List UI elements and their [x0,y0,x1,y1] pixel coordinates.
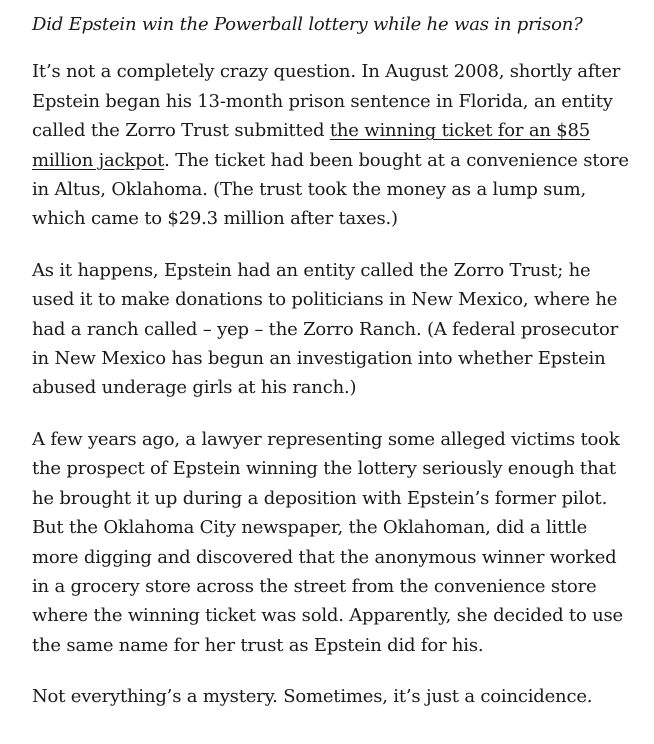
article-body [32,10,632,712]
paragraph-lottery-ticket [32,57,632,233]
paragraph-text-after-link: . The ticket had been bought at a convenience store in Altus, Oklahoma. (The trust took the money as a lump sum, which came to $29.3 million after taxes.) [32,149,629,230]
paragraph-text-before-link: It’s not a completely crazy question. In August 2008, shortly after Epstein began his 13-month prison sentence in Florida, an entity called the Zorro Trust submitted [32,61,621,142]
paragraph-zorro-trust: As it happens, Epstein had an entity called the Zorro Trust; he used it to make donations to politicians in New Mexico, where he had a ranch called – yep – the Zorro Ranch. (A federal prosecutor in New Mexico has begun an investigation into whether Epstein abused underage girls at his ranch.) [32,259,619,399]
paragraph-conclusion: Not everything’s a mystery. Sometimes, it’s just a coincidence. [32,686,593,708]
paragraph-oklahoman-investigation: A few years ago, a lawyer representing some alleged victims took the prospect of Epstein winning the lottery seriously enough that he brought it up during a deposition with Epstein’s former pilot. But the Oklahoma City newspaper, the Oklahoman, did a little more digging and discovered that the anonymous winner worked in a grocery store across the street from the convenience store where the winning ticket was sold. Apparently, she decided to use the same name for her trust as Epstein did for his. [32,428,624,656]
jackpot-ticket-link[interactable]: the winning ticket for an $85 million jackpot [32,120,591,171]
lead-question: Did Epstein win the Powerball lottery while he was in prison? [32,14,583,35]
